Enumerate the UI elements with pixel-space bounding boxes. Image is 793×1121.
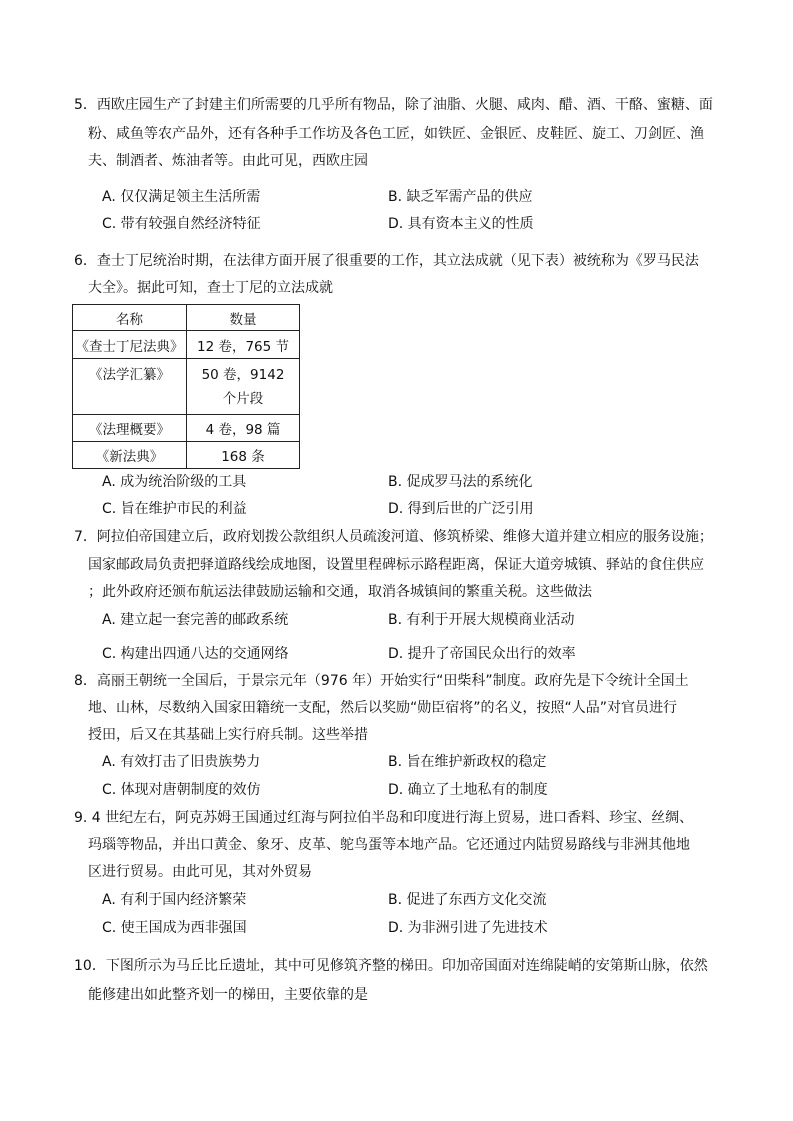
q8-option-a[interactable]: A. 有效打击了旧贵族势力 [102, 754, 261, 770]
q8-option-c[interactable]: C. 体现对唐朝制度的效仿 [102, 782, 261, 798]
table-row [73, 331, 300, 359]
q9-option-d[interactable]: D. 为非洲引进了先进技术 [388, 920, 548, 936]
table-row [73, 359, 300, 415]
q10-stem-line-1: 10．下图所示为马丘比丘遗址，其中可见修筑齐整的梯田。印加帝国面对连绵陡峭的安第斯山脉，依然 [74, 958, 708, 974]
q7-stem-line-1: 7．阿拉伯帝国建立后，政府划拨公款组织人员疏浚河道、修筑桥梁、维修大道并建立相应的服务设施； [74, 529, 713, 545]
q9-option-a[interactable]: A. 有利于国内经济繁荣 [102, 892, 247, 908]
q7-option-a[interactable]: A. 建立起一套完善的邮政系统 [102, 612, 289, 628]
q8-stem-line-3: 授田，后又在其基础上实行府兵制。这些举措 [88, 727, 368, 743]
q9-stem-line-1: 9. 4 世纪左右，阿克苏姆王国通过红海与阿拉伯半岛和印度进行海上贸易，进口香料、珍宝、丝绸、 [74, 810, 694, 826]
q6-stem-line-2: 大全》。据此可知，查士丁尼的立法成就 [88, 280, 333, 296]
q9-stem-line-3: 区进行贸易。由此可见，其对外贸易 [88, 864, 312, 880]
table-cell-name: 《法理概要》 [73, 415, 187, 442]
q6-option-c[interactable]: C. 旨在维护市民的利益 [102, 501, 247, 517]
table-row [73, 442, 300, 469]
q5-option-a[interactable]: A. 仅仅满足领主生活所需 [102, 189, 261, 205]
table-cell-quantity: 50 卷，9142 个片段 [187, 359, 300, 415]
table-cell-quantity: 4 卷，98 篇 [187, 415, 300, 442]
table-cell-quantity: 168 条 [187, 442, 300, 469]
q5-option-d[interactable]: D. 具有资本主义的性质 [388, 216, 534, 232]
q7-option-c[interactable]: C. 构建出四通八达的交通网络 [102, 646, 289, 662]
q10-stem-line-2: 能修建出如此整齐划一的梯田，主要依靠的是 [88, 987, 368, 1003]
q5-stem-line-3: 夫、制酒者、炼油者等。由此可见，西欧庄园 [88, 153, 368, 169]
q5-option-b[interactable]: B. 缺乏军需产品的供应 [388, 189, 533, 205]
q5-stem-line-2: 粉、咸鱼等农产品外，还有各种手工作坊及各色工匠，如铁匠、金银匠、皮鞋匠、旋工、刀剑匠、渔 [88, 126, 704, 142]
table-cell-name: 《查士丁尼法典》 [73, 331, 187, 359]
q6-option-b[interactable]: B. 促成罗马法的系统化 [388, 474, 533, 490]
q9-option-b[interactable]: B. 促进了东西方文化交流 [388, 892, 547, 908]
table-cell-quantity: 12 卷，765 节 [187, 331, 300, 359]
q7-stem-line-2: 国家邮政局负责把驿道路线绘成地图，设置里程碑标示路程距离，保证大道旁城镇、驿站的食住供应 [88, 557, 704, 573]
table-header-name: 名称 [73, 305, 187, 331]
q6-stem-line-1: 6．查士丁尼统治时期，在法律方面开展了很重要的工作，其立法成就（见下表）被统称为《罗马民法 [74, 253, 699, 269]
table-row [73, 415, 300, 442]
q7-option-b[interactable]: B. 有利于开展大规模商业活动 [388, 612, 575, 628]
q7-stem-line-3: ；此外政府还颁布航运法律鼓励运输和交通，取消各城镇间的繁重关税。这些做法 [88, 584, 592, 600]
q6-option-a[interactable]: A. 成为统治阶级的工具 [102, 474, 247, 490]
q5-stem-line-1: 5．西欧庄园生产了封建主们所需要的几乎所有物品，除了油脂、火腿、咸肉、醋、酒、干酪、蜜糖、面 [74, 97, 713, 113]
q7-option-d[interactable]: D. 提升了帝国民众出行的效率 [388, 646, 576, 662]
table-cell-name: 《法学汇纂》 [73, 359, 187, 415]
q8-stem-line-1: 8．高丽王朝统一全国后，于景宗元年（976 年）开始实行“田柴科”制度。政府先是下令统计全国土 [74, 673, 689, 689]
q9-stem-line-2: 玛瑙等物品，并出口黄金、象牙、皮革、鸵鸟蛋等本地产品。它还通过内陆贸易路线与非洲其他地 [88, 837, 690, 853]
q8-option-d[interactable]: D. 确立了土地私有的制度 [388, 782, 548, 798]
q6-option-d[interactable]: D. 得到后世的广泛引用 [388, 501, 534, 517]
q5-option-c[interactable]: C. 带有较强自然经济特征 [102, 216, 261, 232]
legislation-table [72, 304, 300, 469]
table-header-row [73, 305, 300, 331]
q8-option-b[interactable]: B. 旨在维护新政权的稳定 [388, 754, 547, 770]
table-header-quantity: 数量 [187, 305, 300, 331]
table-cell-name: 《新法典》 [73, 442, 187, 469]
q9-option-c[interactable]: C. 使王国成为西非强国 [102, 920, 247, 936]
q8-stem-line-2: 地、山林，尽数纳入国家田籍统一支配，然后以奖励“勋臣宿将”的名义，按照“人品”对官员进行 [88, 700, 678, 716]
